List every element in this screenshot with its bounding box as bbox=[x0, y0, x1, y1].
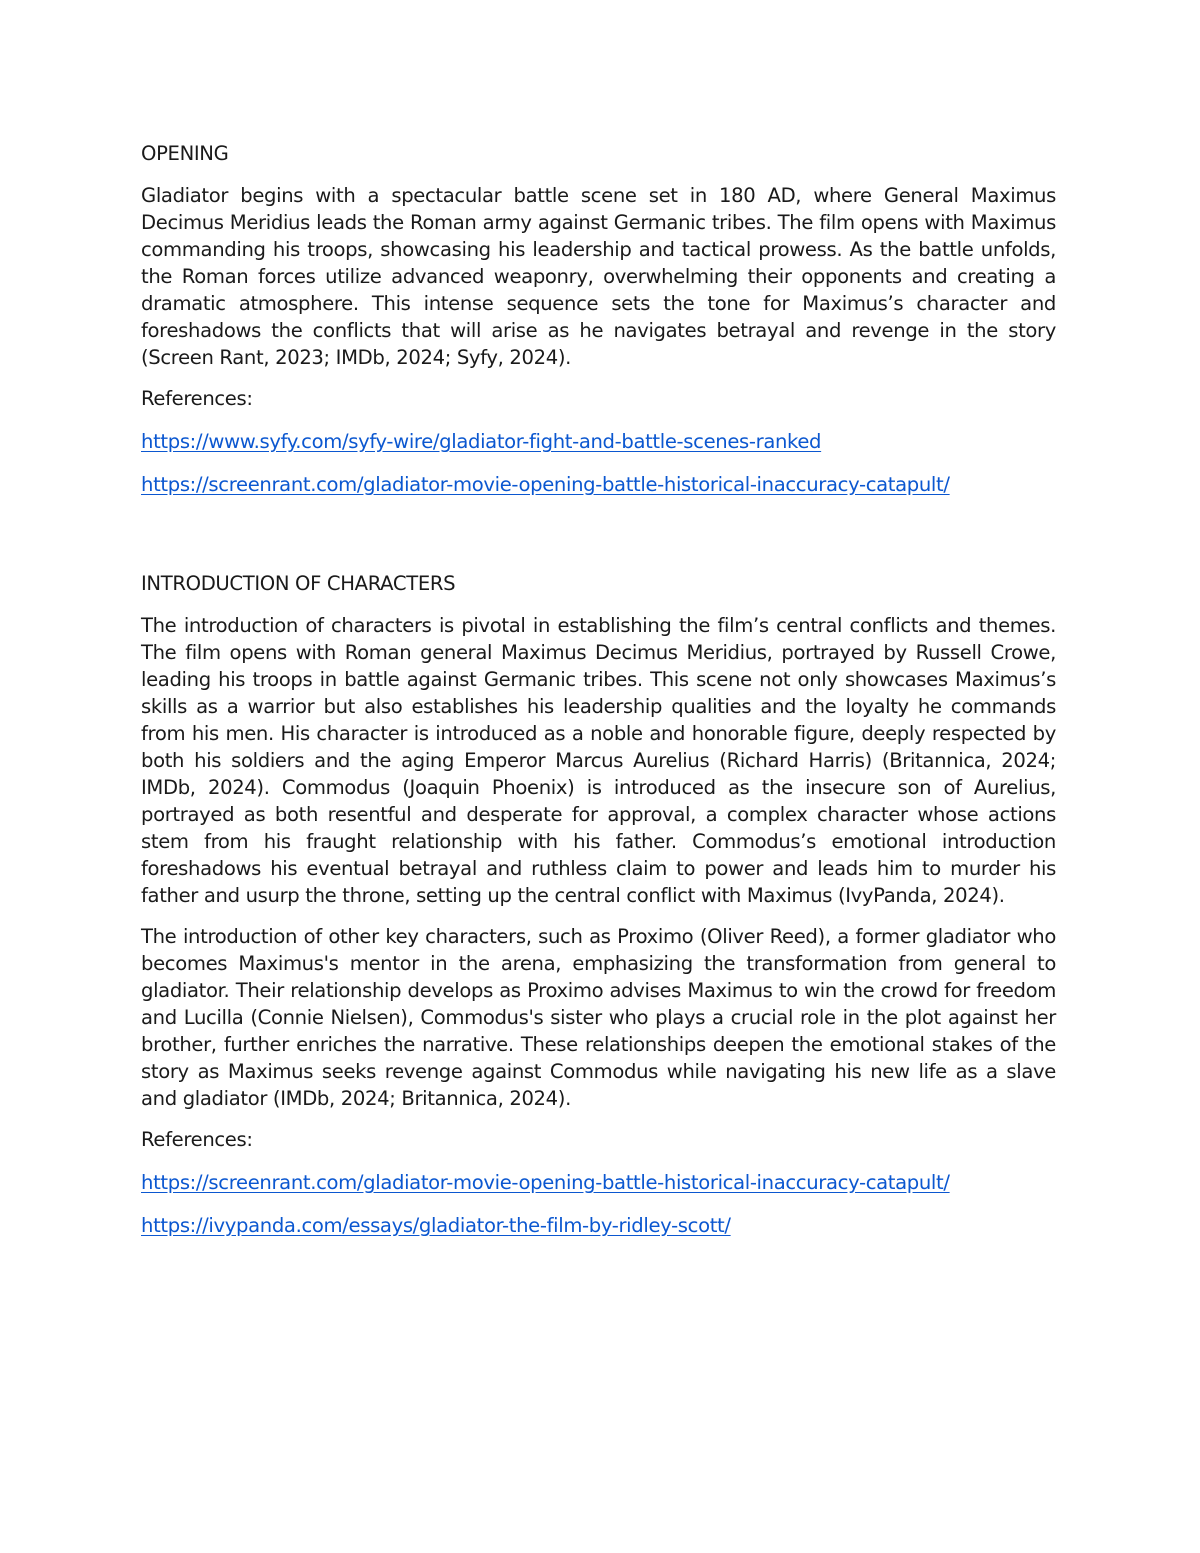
section-introduction-of-characters bbox=[141, 570, 1056, 1239]
references-label: References: bbox=[141, 387, 253, 410]
reference-link-item bbox=[141, 1212, 1056, 1239]
section-heading-opening: OPENING bbox=[141, 142, 229, 165]
section-spacer bbox=[141, 514, 1056, 570]
characters-paragraph-1: The introduction of characters is pivotal in establishing the film’s central conflicts and themes. The film opens with Roman general Maximus Decimus Meridius, portrayed by Russell Crowe, leading his troops in battle against Germanic tribes. This scene not only showcases Maximus’s skills as a warrior but also establishes his leadership qualities and the loyalty he commands from his men. His character is introduced as a noble and honorable figure, deeply respected by both his soldiers and the aging Emperor Marcus Aurelius (Richard Harris) (Britannica, 2024; IMDb, 2024). Commodus (Joaquin Phoenix) is introduced as the insecure son of Aurelius, portrayed as both resentful and desperate for approval, a complex character whose actions stem from his fraught relationship with his father. Commodus’s emotional introduction foreshadows his eventual betrayal and ruthless claim to power and leads him to murder his father and usurp the throne, setting up the central conflict with Maximus (IvyPanda, 2024). bbox=[141, 614, 1056, 907]
characters-paragraph-2: The introduction of other key characters, such as Proximo (Oliver Reed), a former gladiator who becomes Maximus's mentor in the arena, emphasizing the transformation from general to gladiator. Their relationship develops as Proximo advises Maximus to win the crowd for freedom and Lucilla (Connie Nielsen), Commodus's sister who plays a crucial role in the plot against her brother, further enriches the narrative. These relationships deepen the emotional stakes of the story as Maximus seeks revenge against Commodus while navigating his new life as a slave and gladiator (IMDb, 2024; Britannica, 2024). bbox=[141, 925, 1056, 1110]
opening-paragraph: Gladiator begins with a spectacular battle scene set in 180 AD, where General Maximus Decimus Meridius leads the Roman army against Germanic tribes. The film opens with Maximus commanding his troops, showcasing his leadership and tactical prowess. As the battle unfolds, the Roman forces utilize advanced weaponry, overwhelming their opponents and creating a dramatic atmosphere. This intense sequence sets the tone for Maximus’s character and foreshadows the conflicts that will arise as he navigates betrayal and revenge in the story (Screen Rant, 2023; IMDb, 2024; Syfy, 2024). bbox=[141, 184, 1056, 369]
reference-link-item bbox=[141, 428, 1056, 455]
document-page bbox=[141, 140, 1056, 1255]
references-label: References: bbox=[141, 1128, 253, 1151]
section-opening bbox=[141, 140, 1056, 498]
reference-link-screenrant[interactable]: https://screenrant.com/gladiator-movie-opening-battle-historical-inaccuracy-catapult/ bbox=[141, 473, 950, 496]
reference-link-item bbox=[141, 1169, 981, 1196]
reference-link-item bbox=[141, 471, 981, 498]
reference-link-screenrant[interactable]: https://screenrant.com/gladiator-movie-opening-battle-historical-inaccuracy-catapult/ bbox=[141, 1171, 950, 1194]
reference-link-syfy[interactable]: https://www.syfy.com/syfy-wire/gladiator-fight-and-battle-scenes-ranked bbox=[141, 430, 822, 453]
section-heading-characters: INTRODUCTION OF CHARACTERS bbox=[141, 572, 456, 595]
reference-link-ivypanda[interactable]: https://ivypanda.com/essays/gladiator-the-film-by-ridley-scott/ bbox=[141, 1214, 731, 1237]
